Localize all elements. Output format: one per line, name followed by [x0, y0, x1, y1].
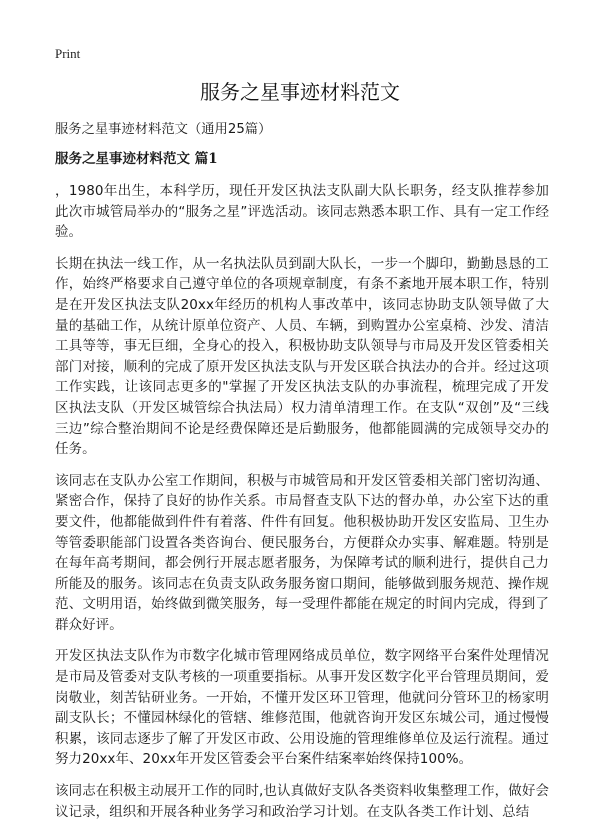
- paragraph: ，1980年出生，本科学历，现任开发区执法支队副大队长职务，经支队推荐参加此次市城管局举办的“服务之星”评选活动。该同志熟悉本职工作、具有一定工作经验。: [55, 183, 549, 241]
- section-heading: 服务之星事迹材料范文 篇1: [55, 151, 218, 167]
- paragraph: 该同志在支队办公室工作期间，积极与市城管局和开发区管委相关部门密切沟通、紧密合作，保持了良好的协作关系。市局督查支队下达的督办单，办公室下达的重要文件，他都能做到件件有着落、件件有回复。他积极协助开发区安监局、卫生办等管委职能部门设置各类咨询台、便民服务台，方便群众办实事、解难题。特别是在每年高考期间，都会例行开展志愿者服务，为保障考试的顺利进行，提供自己力所能及的服务。该同志在负责支队政务服务窗口期间，能够做到服务规范、操作规范、文明用语，始终做到微笑服务，每一受理件都能在规定的时间内完成，得到了群众好评。: [55, 472, 549, 633]
- document-body: [55, 181, 549, 833]
- print-label[interactable]: Print: [55, 46, 81, 61]
- paragraph: 开发区执法支队作为市数字化城市管理网络成员单位，数字网络平台案件处理情况是市局及管委对支队考核的一项重要指标。从事开发区数字化平台管理员期间，爱岗敬业，刻苦钻研业务。一开始，不懂开发区环卫管理，他就问分管环卫的杨家明副支队长；不懂园林绿化的管辖、维修范围，他就咨询开发区东城公司，通过慢慢积累，该同志逐步了解了开发区市政、公用设施的管理维修单位及运行流程。通过努力20xx年、20xx年开发区管委会平台案件结案率始终保持100%。: [55, 648, 549, 768]
- document-subtitle: 服务之星事迹材料范文（通用25篇）: [55, 122, 272, 137]
- document-title: 服务之星事迹材料范文: [200, 80, 400, 104]
- paragraph: 该同志在积极主动展开工作的同时,也认真做好支队各类资料收集整理工作，做好会议记录，组织和开展各种业务学习和政治学习计划。在支队各类工作计划、总结: [55, 783, 549, 820]
- paragraph: 长期在执法一线工作，从一名执法队员到副大队长，一步一个脚印，勤勤恳恳的工作，始终严格要求自己遵守单位的各项规章制度，有条不紊地开展本职工作，特别是在开发区执法支队20xx年经历的机构人事改革中，该同志协助支队领导做了大量的基础工作，从统计原单位资产、人员、车辆，到购置办公室桌椅、沙发、清洁工具等等，事无巨细，全身心的投入，积极协助支队领导与市局及开发区管委相关部门对接，顺利的完成了原开发区执法支队与开发区联合执法办的合并。经过这项工作实践，让该同志更多的"掌握了开发区执法支队的办事流程，梳理完成了开发区执法支队（开发区城管综合执法局）权力清单清理工作。在支队“双创”及“三线三边”综合整治期间不论是经费保障还是后勤服务，他都能圆满的完成领导交办的任务。: [55, 255, 549, 458]
